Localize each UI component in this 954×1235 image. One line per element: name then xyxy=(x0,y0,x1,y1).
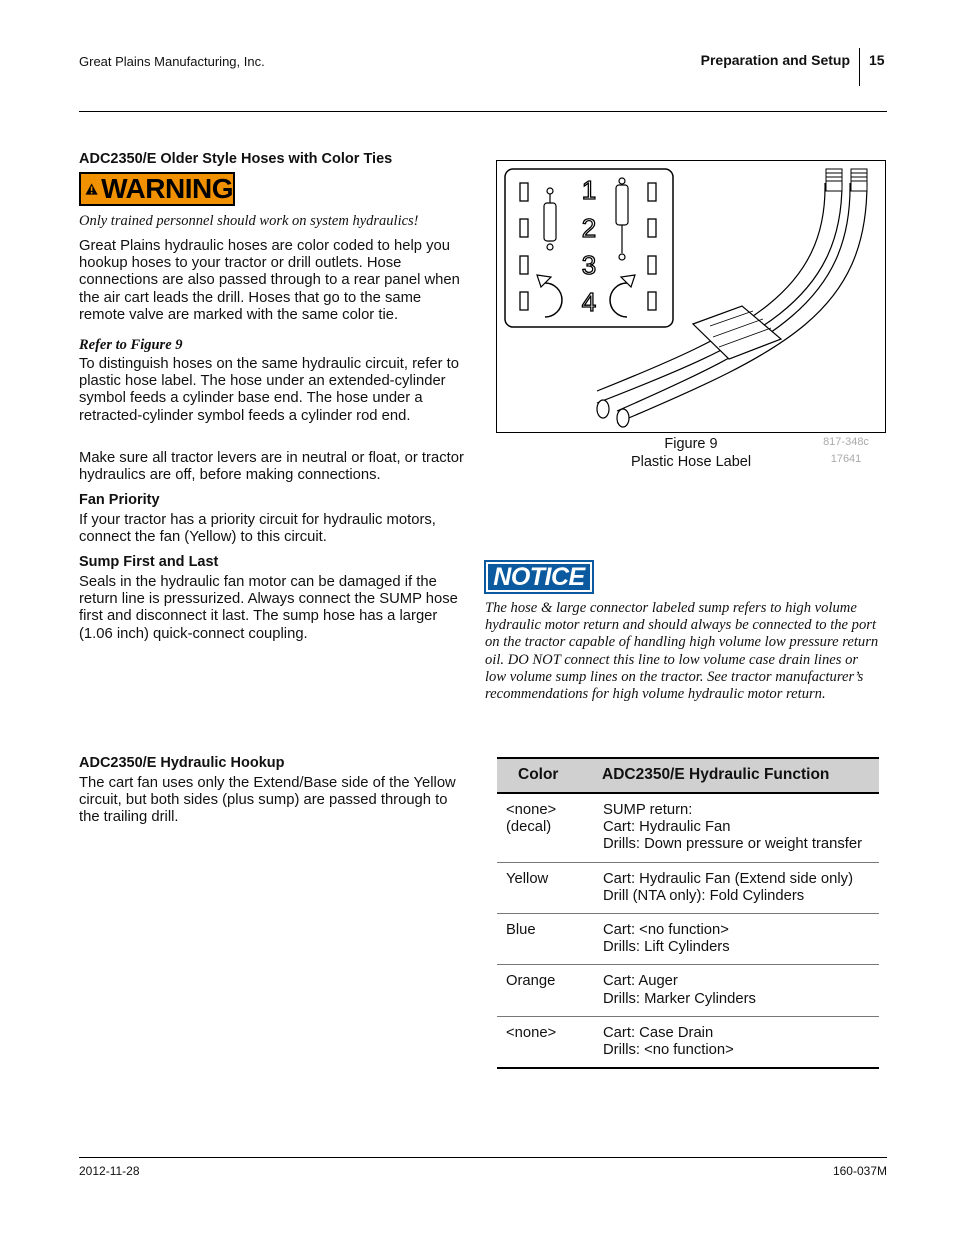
function-cell-line: Drill (NTA only): Fold Cylinders xyxy=(603,887,805,904)
function-cell xyxy=(594,965,879,1016)
figure-caption-title: Plastic Hose Label xyxy=(630,454,752,470)
figure-code-1: 817-348c xyxy=(823,436,869,448)
warning-label xyxy=(79,172,235,206)
hose-label-illustration xyxy=(497,161,885,432)
sump-text: Seals in the hydraulic fan motor can be damaged if the return line is pressurized. Always connect the SUMP hose first and disconnect it last. The sump hose has a larger (1.06 inch) quick-connect coupling. xyxy=(79,574,458,642)
header-color: Color xyxy=(497,758,594,793)
company-name: Great Plains Manufacturing, Inc. xyxy=(79,54,265,69)
figure-caption-number: Figure 9 xyxy=(664,436,718,452)
table-row xyxy=(497,793,879,862)
hydraulic-function-table xyxy=(497,757,879,1069)
color-cell-line: <none> xyxy=(506,802,557,818)
footer-rule xyxy=(79,1157,887,1158)
color-cell-line: Blue xyxy=(506,922,536,939)
function-cell-line: Drills: <no function> xyxy=(603,1042,734,1059)
color-cell xyxy=(497,862,594,913)
intro-paragraph: Great Plains hydraulic hoses are color coded to help you hookup hoses to your tractor or drill outlets. Hose connections are also passed through to a rear panel when the air cart leads the drill. Hoses that go to the same remote valve are marked with the same color tie. xyxy=(79,238,460,323)
function-cell-line: Cart: Hydraulic Fan xyxy=(603,819,731,836)
color-cell-line: (decal) xyxy=(506,819,552,836)
function-cell-line: Cart: Case Drain xyxy=(603,1024,714,1041)
footer-date: 2012-11-28 xyxy=(79,1164,140,1178)
header-function: ADC2350/E Hydraulic Function xyxy=(594,758,879,793)
older-hoses-heading: ADC2350/E Older Style Hoses with Color Ties xyxy=(79,151,393,167)
function-cell-line: Cart: <no function> xyxy=(603,922,729,939)
function-cell xyxy=(594,862,879,913)
header-rule xyxy=(79,111,887,112)
function-cell xyxy=(594,793,879,862)
hookup-text: The cart fan uses only the Extend/Base side of the Yellow circuit, but both sides (plus sump) are passed through to the trailing drill. xyxy=(79,775,456,826)
label-number-4: 4 xyxy=(581,287,597,317)
footer-doc-number: 160-037M xyxy=(832,1164,887,1178)
color-cell xyxy=(497,793,594,862)
table-header-row xyxy=(497,758,879,793)
hookup-heading: ADC2350/E Hydraulic Hookup xyxy=(79,755,285,771)
page-number: 15 xyxy=(869,52,885,68)
function-cell-line: SUMP return: xyxy=(603,802,693,818)
function-cell-line: Cart: Auger xyxy=(603,973,678,990)
label-number-3: 3 xyxy=(581,250,597,280)
function-cell xyxy=(594,914,879,965)
table-row xyxy=(497,965,879,1016)
color-cell xyxy=(497,914,594,965)
function-cell-line: Drills: Down pressure or weight transfer xyxy=(603,836,863,853)
function-cell-line: Drills: Lift Cylinders xyxy=(603,939,730,956)
warning-triangle-icon xyxy=(85,177,98,201)
notice-text: The hose & large connector labeled sump refers to high volume hydraulic motor return and should always be connected to the port on the tractor capable of handling high volume low pressure return oil. DO NOT connect this line to low volume case drain lines or low volume sump lines on the tractor. See tractor manufacturer’s recommendations for high volume hydraulic motor return. xyxy=(485,600,879,703)
function-cell xyxy=(594,1016,879,1068)
levers-paragraph: Make sure all tractor levers are in neutral or float, or tractor hydraulics are off, before making connections. xyxy=(79,450,464,484)
table-row xyxy=(497,1016,879,1068)
color-cell-line: <none> xyxy=(506,1024,557,1041)
figure-9-frame xyxy=(496,160,886,433)
color-cell xyxy=(497,965,594,1016)
color-cell-line: Orange xyxy=(506,973,556,990)
sump-heading: Sump First and Last xyxy=(79,554,219,570)
distinguish-paragraph: To distinguish hoses on the same hydraulic circuit, refer to plastic hose label. The hose under an extended-cylinder symbol feeds a cylinder base end. The hose under a retracted-cylinder symbol feeds a cylinder rod end. xyxy=(79,356,459,424)
header-separator xyxy=(859,48,860,86)
table-row xyxy=(497,914,879,965)
label-number-1: 1 xyxy=(581,175,597,205)
label-number-2: 2 xyxy=(581,213,597,243)
color-cell xyxy=(497,1016,594,1068)
fan-priority-heading: Fan Priority xyxy=(79,492,160,508)
figure-reference: Refer to Figure 9 xyxy=(79,337,183,353)
notice-label-text: NOTICE xyxy=(488,564,590,590)
warning-text-label: WARNING xyxy=(101,173,233,204)
table-row xyxy=(497,862,879,913)
figure-code-2: 17641 xyxy=(830,453,862,465)
function-cell-line: Drills: Marker Cylinders xyxy=(603,990,756,1007)
color-cell-line: Yellow xyxy=(506,870,549,887)
notice-label xyxy=(484,560,594,594)
warning-message: Only trained personnel should work on system hydraulics! xyxy=(79,213,419,229)
fan-priority-text: If your tractor has a priority circuit for hydraulic motors, connect the fan (Yellow) to this circuit. xyxy=(79,512,436,546)
function-cell-line: Cart: Hydraulic Fan (Extend side only) xyxy=(603,870,854,887)
section-title: Preparation and Setup xyxy=(700,52,850,68)
